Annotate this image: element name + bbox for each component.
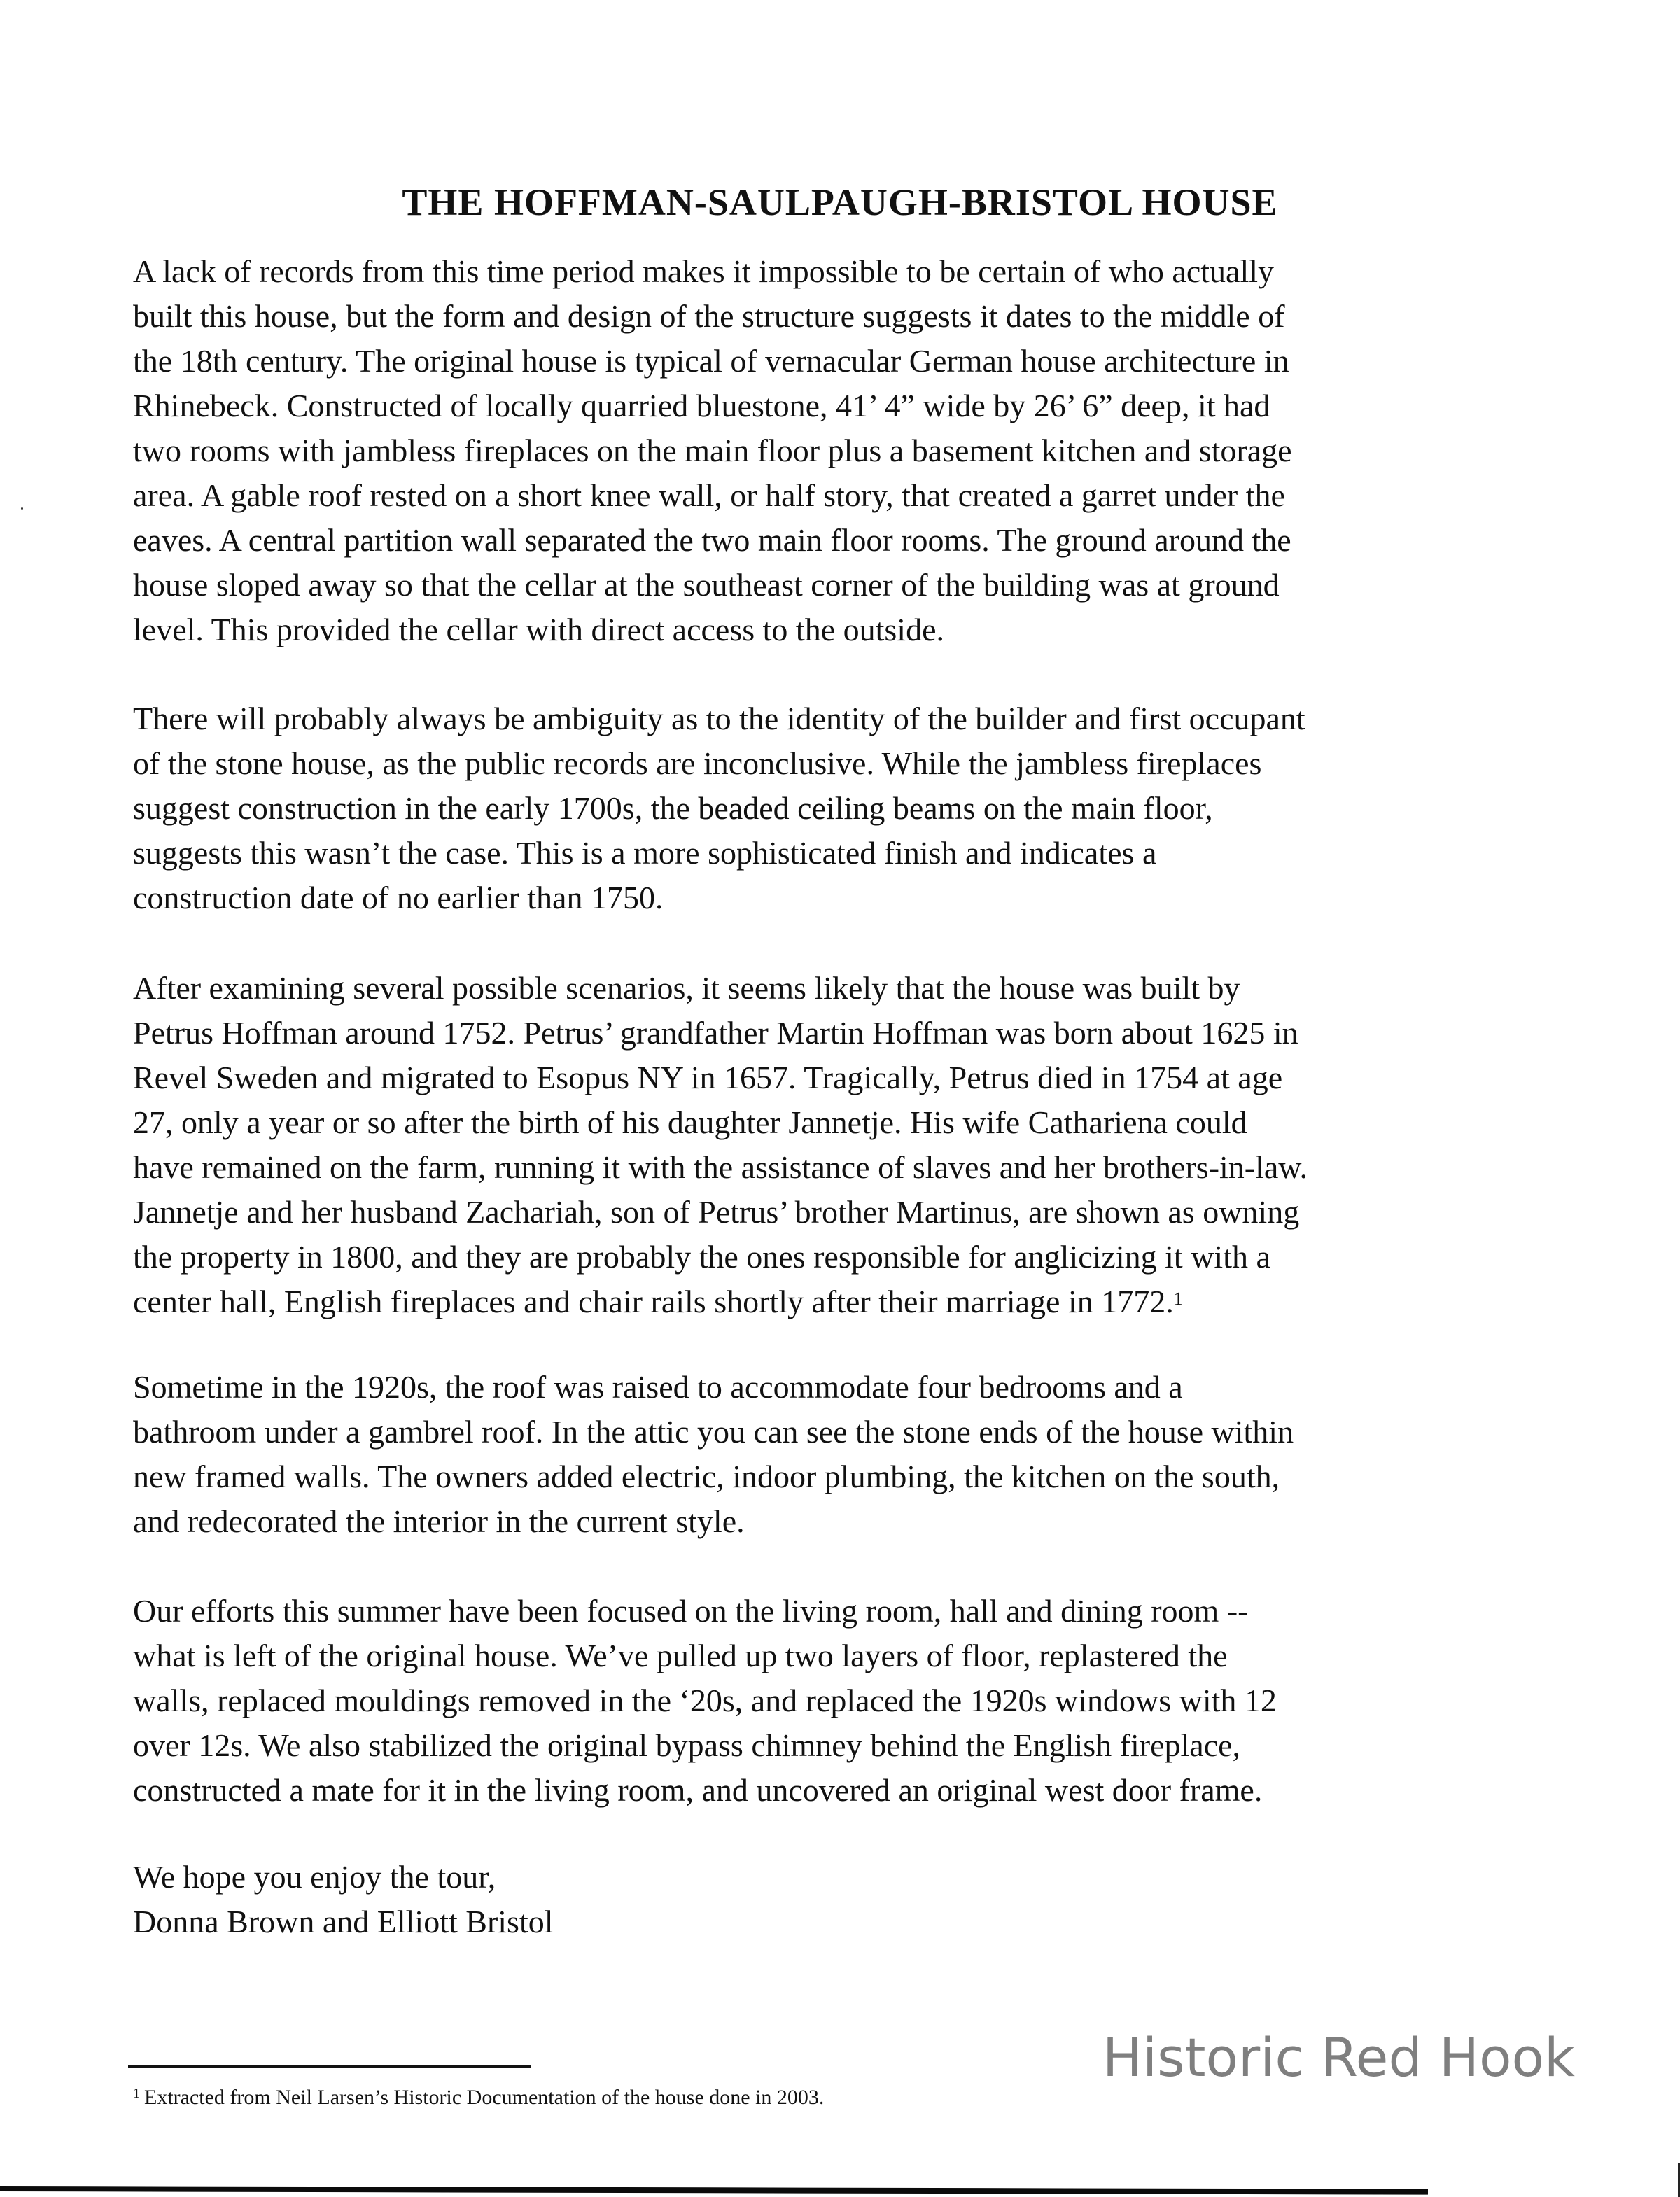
closing-line: We hope you enjoy the tour, <box>133 1859 496 1895</box>
scan-speck <box>21 507 23 510</box>
text-line: have remained on the farm, running it with the assistance of slaves and her brothers-in-law. <box>133 1149 1308 1185</box>
text-line: bathroom under a gambrel roof. In the attic you can see the stone ends of the house within <box>133 1414 1294 1450</box>
text-line: the property in 1800, and they are probably the ones responsible for anglicizing it with a <box>133 1239 1270 1275</box>
watermark-historic-red-hook: Historic Red Hook <box>1102 2026 1575 2089</box>
page-title: THE HOFFMAN-SAULPAUGH-BRISTOL HOUSE <box>402 181 1278 224</box>
paragraph-construction <box>133 249 1554 652</box>
text-line: constructed a mate for it in the living room, and uncovered an original west door frame. <box>133 1772 1263 1808</box>
footnote-text: Extracted from Neil Larsen’s Historic Documentation of the house done in 2003. <box>144 2086 825 2109</box>
text-line: There will probably always be ambiguity as to the identity of the builder and first occupant <box>133 701 1306 736</box>
text-line: built this house, but the form and design of the structure suggests it dates to the middle of <box>133 298 1285 334</box>
footnote-divider <box>128 2065 531 2068</box>
text-line: walls, replaced mouldings removed in the ‘20s, and replaced the 1920s windows with 12 <box>133 1683 1277 1718</box>
text-line: A lack of records from this time period makes it impossible to be certain of who actually <box>133 253 1275 289</box>
footnote <box>133 2086 824 2110</box>
paragraph-ambiguity <box>133 696 1554 920</box>
paragraph-hoffman-history <box>133 966 1554 1324</box>
text-line: the 18th century. The original house is typical of vernacular German house architecture in <box>133 343 1289 379</box>
text-line: construction date of no earlier than 1750. <box>133 880 664 915</box>
text-line: Jannetje and her husband Zachariah, son of Petrus’ brother Martinus, are shown as owning <box>133 1194 1300 1230</box>
text-line: of the stone house, as the public records are inconclusive. While the jambless fireplaces <box>133 745 1262 781</box>
text-line: eaves. A central partition wall separated the two main floor rooms. The ground around the <box>133 522 1292 558</box>
text-line: level. This provided the cellar with direct access to the outside. <box>133 612 945 647</box>
signature-line: Donna Brown and Elliott Bristol <box>133 1904 554 1939</box>
text-line: over 12s. We also stabilized the original bypass chimney behind the English fireplace, <box>133 1727 1241 1763</box>
text-line: two rooms with jambless fireplaces on the main floor plus a basement kitchen and storage <box>133 433 1292 468</box>
text-line: Sometime in the 1920s, the roof was raised to accommodate four bedrooms and a <box>133 1369 1183 1405</box>
footnote-number: 1 <box>133 2086 140 2101</box>
text-line-with-footnote <box>133 1279 1554 1324</box>
closing-signature <box>133 1855 1554 1944</box>
text-line: suggest construction in the early 1700s, the beaded ceiling beams on the main floor, <box>133 790 1213 826</box>
footnote-reference: 1 <box>1173 1289 1183 1309</box>
text-line: what is left of the original house. We’ve pulled up two layers of floor, replastered the <box>133 1638 1228 1673</box>
text-line: Revel Sweden and migrated to Esopus NY in 1657. Tragically, Petrus died in 1754 at age <box>133 1060 1283 1095</box>
text-line: center hall, English fireplaces and chair rails shortly after their marriage in 1772. <box>133 1284 1174 1319</box>
scan-edge-line <box>0 2186 1428 2195</box>
text-line: Our efforts this summer have been focused on the living room, hall and dining room -- <box>133 1593 1249 1629</box>
paragraph-1920s-renovation <box>133 1365 1554 1544</box>
text-line: Petrus Hoffman around 1752. Petrus’ grandfather Martin Hoffman was born about 1625 in <box>133 1015 1298 1051</box>
text-line: house sloped away so that the cellar at the southeast corner of the building was at ground <box>133 567 1280 603</box>
text-line: After examining several possible scenarios, it seems likely that the house was built by <box>133 970 1240 1006</box>
text-line: new framed walls. The owners added electric, indoor plumbing, the kitchen on the south, <box>133 1459 1280 1494</box>
text-line: area. A gable roof rested on a short knee wall, or half story, that created a garret under the <box>133 477 1285 513</box>
text-line: Rhinebeck. Constructed of locally quarried bluestone, 41’ 4” wide by 26’ 6” deep, it had <box>133 388 1270 423</box>
paragraph-current-efforts <box>133 1589 1554 1813</box>
text-line: and redecorated the interior in the current style. <box>133 1503 745 1539</box>
text-line: 27, only a year or so after the birth of his daughter Jannetje. His wife Cathariena could <box>133 1104 1247 1140</box>
text-line: suggests this wasn’t the case. This is a more sophisticated finish and indicates a <box>133 835 1157 871</box>
